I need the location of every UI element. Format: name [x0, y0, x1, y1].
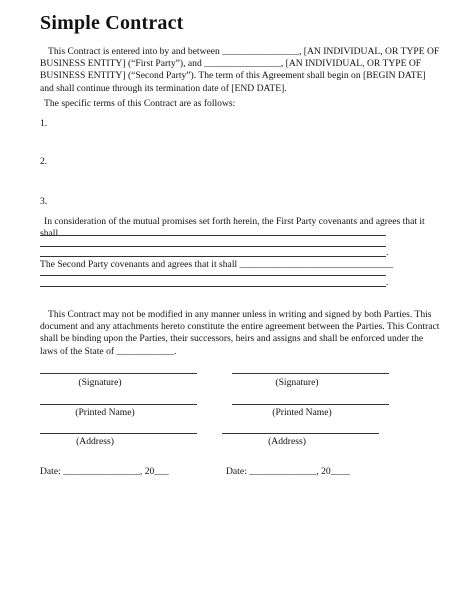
sentence-period: .	[386, 277, 389, 288]
intro-paragraph: This Contract is entered into by and between ________________, [AN INDIVIDUAL, OR TYPE OF BUSINESS ENTITY] (“First Party”), and ________________, [AN INDIVIDUAL, OR TYPE OF BUSINESS ENTITY] (“Second Party”). The term of this Agreement shall begin on [BEGIN DATE] and shall continue through its termination date of [END DATE].	[40, 46, 440, 94]
blank-line	[40, 246, 386, 247]
printed-name-line-right	[232, 404, 389, 405]
signature-line-right	[232, 373, 389, 374]
term-number-2: 2.	[40, 156, 48, 167]
date-right: Date: ______________, 20____	[226, 466, 350, 477]
printed-name-label-left: (Printed Name)	[75, 407, 135, 418]
modification-clause: This Contract may not be modified in any manner unless in writing and signed by both Parties. This document and any attachments hereto constitute the entire agreement between the Parties. This Contract shall be binding upon the Parties, their successors, heirs and assigns and shall be enforced under the laws of the State of ____________.	[40, 309, 440, 357]
date-left: Date: ________________, 20___	[40, 466, 169, 477]
term-number-3: 3.	[40, 196, 48, 207]
term-number-1: 1.	[40, 118, 48, 129]
address-line-right	[222, 433, 379, 434]
blank-line	[40, 286, 386, 287]
terms-intro: The specific terms of this Contract are as follows:	[44, 98, 236, 109]
signature-label-left: (Signature)	[78, 377, 122, 388]
signature-label-right: (Signature)	[275, 377, 319, 388]
second-party-covenant: The Second Party covenants and agrees that it shall ________________________________	[40, 259, 394, 270]
blank-line	[40, 275, 386, 276]
first-party-covenant: In consideration of the mutual promises set forth herein, the First Party covenants and agrees that it shall	[40, 216, 425, 240]
printed-name-line-left	[40, 404, 197, 405]
signature-line-left	[40, 373, 197, 374]
blank-line	[40, 256, 386, 257]
page-title: Simple Contract	[40, 12, 184, 34]
address-label-right: (Address)	[268, 436, 306, 447]
printed-name-label-right: (Printed Name)	[272, 407, 332, 418]
blank-line	[40, 235, 386, 236]
address-label-left: (Address)	[76, 436, 114, 447]
sentence-period: .	[386, 247, 389, 258]
address-line-left	[40, 433, 197, 434]
